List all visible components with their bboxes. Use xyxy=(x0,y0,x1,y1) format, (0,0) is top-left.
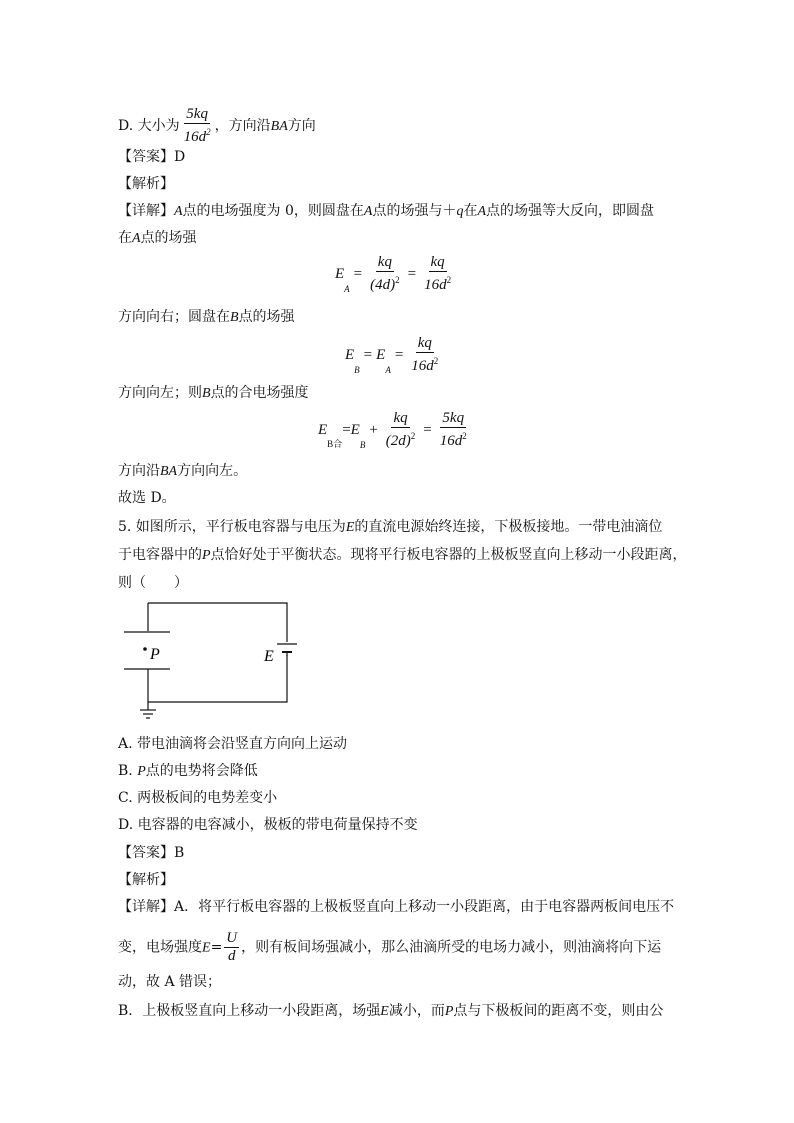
text: 点恰好处于平衡状态。现将平行板电容器的上极板竖直向上移动一小段距离， xyxy=(210,547,687,563)
frac-denominator: 16d xyxy=(439,433,463,449)
option-c: C. 两极板间的电势差变小 xyxy=(118,790,278,806)
answer-value: B xyxy=(174,845,185,861)
detail-label: 【详解】 xyxy=(118,203,174,219)
text-choose: 故选 D。 xyxy=(118,490,176,506)
label-p: P xyxy=(150,646,160,663)
capacitor-circuit-diagram xyxy=(118,598,308,723)
text: 点的电势将会降低 xyxy=(145,763,258,779)
equation-ea xyxy=(335,254,455,294)
detail-2-line-4 xyxy=(118,1002,663,1021)
text: 方向沿 xyxy=(118,463,160,479)
var-p: P xyxy=(444,1004,454,1019)
exponent: 2 xyxy=(206,127,211,137)
frac-denominator: 16d xyxy=(411,358,434,374)
frac-numerator: kq xyxy=(430,254,445,270)
analysis-label: 【解析】 xyxy=(118,872,174,888)
eq-subscript: B xyxy=(359,440,366,450)
eq-symbol: E xyxy=(376,346,386,363)
eq-symbol: E xyxy=(318,421,328,438)
frac-denominator: 16d xyxy=(424,277,447,293)
answer-label: 【答案】 xyxy=(118,845,174,861)
frac-numerator: U xyxy=(226,930,238,946)
var-a: A xyxy=(363,204,373,219)
var-p: P xyxy=(137,764,146,779)
question-5-line-2 xyxy=(118,546,687,565)
option-label: B. xyxy=(118,763,138,779)
option-d-text: ，方向沿 xyxy=(214,118,271,134)
text: 的直流电源始终连接，下极板接地。一带电油滴位 xyxy=(354,519,663,535)
frac-denominator: (2d) xyxy=(385,433,411,449)
text: 点的电场强度为 0，则圆盘在 xyxy=(182,203,364,219)
text: 点的场强等大反向，即圆盘 xyxy=(486,203,655,219)
text: 点的合电场强度 xyxy=(210,385,309,401)
question-5-line-3: 则（ ） xyxy=(118,575,188,591)
exponent: 2 xyxy=(395,275,400,285)
equals-sign: = xyxy=(210,939,223,956)
eq-subscript: B xyxy=(354,365,360,375)
text: 方向向右；圆盘在 xyxy=(118,309,230,325)
answer-1 xyxy=(118,148,185,166)
frac-denominator: d xyxy=(227,948,236,964)
equals-sign: = xyxy=(394,346,404,363)
eq-fraction-2 xyxy=(438,410,469,450)
eq-fraction-1 xyxy=(368,254,402,294)
equals-sign: = xyxy=(423,421,432,438)
eq-fraction-2 xyxy=(422,254,453,294)
var-e: E xyxy=(345,520,355,535)
frac-denominator: (4d) xyxy=(370,277,396,293)
eq-subscript: A xyxy=(344,284,350,294)
prev-option-d xyxy=(118,106,316,146)
var-q: q xyxy=(456,204,464,219)
circuit-wire-top xyxy=(148,603,287,642)
text: 方向向左。 xyxy=(177,463,248,479)
equation-eb xyxy=(345,335,442,375)
field-fraction xyxy=(224,930,239,965)
eq-fraction-1 xyxy=(384,410,418,450)
detail-2-line-2 xyxy=(118,930,661,965)
plus-sign: + xyxy=(369,421,378,438)
var-ba: BA xyxy=(160,464,178,479)
eq-symbol: E xyxy=(335,265,345,282)
var-a: A xyxy=(477,204,487,219)
text-direction-right xyxy=(118,308,295,327)
question-5-line-1 xyxy=(118,518,662,537)
text: 于电容器中的 xyxy=(118,547,202,563)
text: 在 xyxy=(463,203,478,219)
oil-drop-dot xyxy=(143,647,147,651)
eq-symbol: E xyxy=(345,346,355,363)
frac-numerator: kq xyxy=(417,335,432,351)
option-d-text-end: 方向 xyxy=(287,118,316,134)
eq-subscript: A xyxy=(385,365,391,375)
var-a: A xyxy=(132,231,141,246)
text: 点与下极板间的距离不变，则由公 xyxy=(453,1003,664,1019)
var-e: E xyxy=(202,940,211,956)
frac-numerator: 5kq xyxy=(186,106,208,122)
option-d-fraction xyxy=(182,106,213,146)
eq-subscript: B合 xyxy=(327,439,343,449)
text: 方向向左；则 xyxy=(118,385,202,401)
text-conclusion xyxy=(118,462,247,481)
label-e: E xyxy=(264,648,274,665)
frac-numerator: kq xyxy=(393,410,408,426)
var-a: A xyxy=(174,204,183,219)
eq-fraction xyxy=(409,335,440,375)
exponent: 2 xyxy=(410,431,416,441)
exponent: 2 xyxy=(433,356,439,366)
var-b: B xyxy=(230,310,239,325)
text-direction-left xyxy=(118,384,309,403)
exponent: 2 xyxy=(446,275,452,285)
detail-2-line-1: 【详解】A．将平行板电容器的上极板竖直向上移动一小段距离，由于电容器两板间电压不 xyxy=(118,899,675,915)
var-b: B xyxy=(202,386,211,401)
equals-sign: = xyxy=(363,346,373,363)
text: 点的场强 xyxy=(140,230,197,246)
text: 在 xyxy=(118,230,132,246)
analysis-1 xyxy=(118,175,174,193)
answer-2 xyxy=(118,844,184,862)
detail-1-line-2 xyxy=(118,229,197,248)
text: 点的场强 xyxy=(238,309,295,325)
exponent: 2 xyxy=(462,431,467,441)
option-d: D. 电容器的电容减小，极板的带电荷量保持不变 xyxy=(118,817,418,833)
frac-numerator: kq xyxy=(377,254,392,270)
answer-value: D xyxy=(174,149,186,165)
option-d-ba: BA xyxy=(270,119,288,134)
option-a: A. 带电油滴将会沿竖直方向向上运动 xyxy=(118,736,348,752)
equation-eb-total xyxy=(318,410,471,450)
text: 点的场强与＋ xyxy=(372,203,457,219)
var-e: E xyxy=(380,1004,389,1019)
text: 变，电场强度 xyxy=(118,939,202,956)
frac-numerator: 5kq xyxy=(442,410,465,426)
frac-denominator: 16d xyxy=(183,129,207,145)
text: 减小，而 xyxy=(388,1003,445,1019)
equals-sign: = xyxy=(407,265,417,282)
text: ，则有板间场强减小，那么油滴所受的电场力减小，则油滴将向下运 xyxy=(241,939,662,956)
analysis-label: 【解析】 xyxy=(118,176,174,192)
option-b xyxy=(118,762,258,781)
text: 5. 如图所示，平行板电容器与电压为 xyxy=(118,519,346,535)
text: B．上极板竖直向上移动一小段距离，场强 xyxy=(118,1003,381,1019)
option-d-label: D. 大小为 xyxy=(118,118,180,134)
var-p: P xyxy=(202,548,211,563)
detail-2-line-3: 动，故 A 错误； xyxy=(118,974,222,990)
analysis-2 xyxy=(118,871,174,889)
equals-sign: = xyxy=(353,265,363,282)
eq-symbol: E xyxy=(350,421,360,438)
answer-label: 【答案】 xyxy=(118,149,174,165)
detail-1-line-1 xyxy=(118,202,654,221)
equals-sign: = xyxy=(342,421,351,438)
